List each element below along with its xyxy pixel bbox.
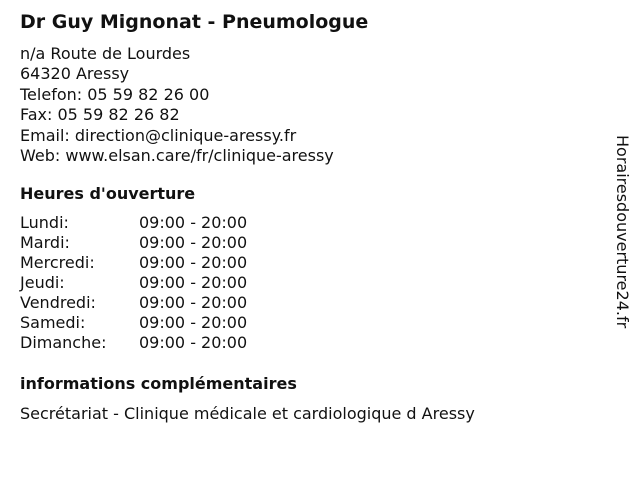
time-range: 09:00 - 20:00 [139,293,248,312]
opening-hours-table [20,213,247,353]
time-range: 09:00 - 20:00 [139,233,248,252]
opening-hours-heading: Heures d'ouverture [20,184,196,203]
day-label: Mardi: [20,233,70,252]
contact-block [20,44,334,166]
time-range: 09:00 - 20:00 [139,273,248,292]
day-label: Samedi: [20,313,86,332]
email-line: Email: direction@clinique-aressy.fr [20,125,297,145]
city-line: 64320 Aressy [20,64,130,84]
time-range: 09:00 - 20:00 [139,313,248,332]
hours-row-mercredi [20,253,247,273]
hours-row-mardi [20,233,247,253]
hours-row-lundi [20,213,247,233]
day-label: Jeudi: [20,273,65,292]
fax-line: Fax: 05 59 82 26 82 [20,105,180,125]
additional-info-text: Secrétariat - Clinique médicale et cardiologique d Aressy [20,404,475,423]
time-range: 09:00 - 20:00 [139,213,248,232]
day-label: Vendredi: [20,293,96,312]
day-label: Mercredi: [20,253,95,272]
hours-row-vendredi [20,293,247,313]
time-range: 09:00 - 20:00 [139,333,248,352]
site-watermark: Horairesdouverture24.fr [613,135,632,329]
page-title: Dr Guy Mignonat - Pneumologue [20,11,369,33]
address-line: n/a Route de Lourdes [20,44,191,63]
time-range: 09:00 - 20:00 [139,253,248,272]
additional-info-heading: informations complémentaires [20,374,297,393]
hours-row-samedi [20,313,247,333]
day-label: Dimanche: [20,333,107,352]
hours-row-jeudi [20,273,247,293]
hours-row-dimanche [20,333,247,353]
day-label: Lundi: [20,213,69,232]
web-line: Web: www.elsan.care/fr/clinique-aressy [20,146,334,166]
phone-line: Telefon: 05 59 82 26 00 [20,84,210,104]
